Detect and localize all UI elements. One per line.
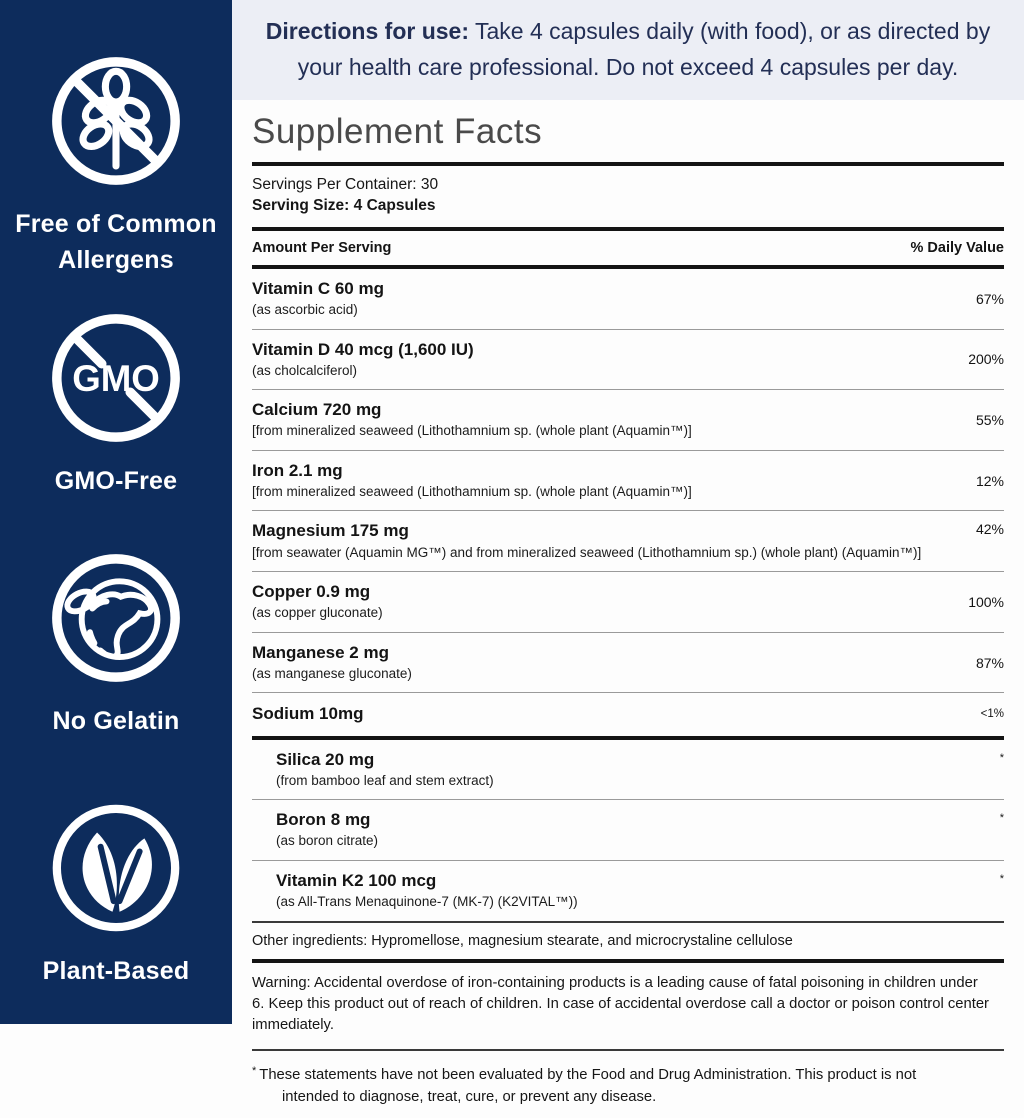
table-row — [252, 451, 1004, 511]
table-row — [252, 572, 1004, 632]
nutrient-name: Vitamin C 60 mg — [252, 278, 384, 298]
nutrient-name: Magnesium 175 mg — [252, 521, 409, 541]
table-header — [252, 231, 1004, 265]
globe-leaf-icon — [45, 547, 187, 689]
daily-value: * — [999, 751, 1004, 764]
badge-plant-based — [11, 797, 221, 989]
nutrient-name: Vitamin K2 100 mcg — [276, 870, 437, 890]
nutrient-source: [from mineralized seaweed (Lithothamnium sp. (whole plant (Aquamin™)] — [252, 483, 692, 499]
daily-value: * — [999, 872, 1004, 885]
daily-value: 55% — [975, 411, 1004, 428]
table-row — [252, 800, 1004, 860]
col-amount-per-serving: Amount Per Serving — [252, 239, 392, 256]
col-daily-value: % Daily Value — [910, 239, 1004, 256]
label-main — [232, 0, 1024, 1106]
nutrient-name: Sodium 10mg — [252, 704, 364, 724]
nutrient-name: Manganese 2 mg — [252, 642, 389, 662]
fda-disclaimer — [252, 1051, 952, 1118]
gmo-icon-text: GMO — [72, 357, 160, 399]
badge-label: Free of Common Allergens — [15, 210, 217, 275]
asterisk-mark: * — [252, 1064, 257, 1077]
nutrient-name: Boron 8 mg — [276, 810, 371, 830]
table-row — [252, 330, 1004, 390]
daily-value: <1% — [980, 708, 1004, 721]
nutrient-name: Vitamin D 40 mcg (1,600 IU) — [252, 339, 474, 359]
nutrient-name: Iron 2.1 mg — [252, 460, 343, 480]
daily-value: 12% — [975, 472, 1004, 489]
nutrient-source: (as boron citrate) — [276, 833, 379, 849]
other-ingredients: Other ingredients: Hypromellose, magnesium stearate, and microcrystaline cellulose — [252, 932, 793, 949]
table-row — [252, 390, 1004, 450]
certification-sidebar — [0, 0, 232, 1024]
daily-value: * — [999, 812, 1004, 825]
nutrient-name: Silica 20 mg — [276, 749, 375, 769]
no-gmo-icon — [45, 307, 187, 449]
nutrient-source: (as manganese gluconate) — [252, 665, 412, 681]
directions-for-use — [232, 0, 1024, 100]
supplement-facts-title: Supplement Facts — [252, 112, 543, 151]
warning-text: Warning: Accidental overdose of iron-containing products is a leading cause of fatal poisoning in children under 6. Keep this product out of reach of children. In case of accidental overdose call a doctor or poison control center immediately. — [252, 974, 989, 1034]
daily-value: 87% — [975, 654, 1004, 671]
badge-allergen-free — [11, 50, 221, 279]
badge-label: GMO-Free — [54, 466, 178, 495]
table-row — [252, 861, 1004, 921]
servings-info — [252, 166, 1004, 227]
no-wheat-icon — [45, 50, 187, 192]
table-row — [252, 269, 1004, 329]
daily-value: 67% — [975, 290, 1004, 307]
table-row — [252, 511, 1004, 571]
directions-label: Directions for use: — [265, 18, 470, 45]
nutrient-name: Copper 0.9 mg — [252, 582, 371, 602]
badge-gmo-free — [11, 307, 221, 499]
fda-disclaimer-text: These statements have not been evaluated by the Food and Drug Administration. This product is not intended to diagnose, treat, cure, or prevent any disease. — [259, 1066, 917, 1106]
nutrient-source: (from bamboo leaf and stem extract) — [276, 772, 494, 788]
nutrient-name: Calcium 720 mg — [252, 400, 382, 420]
nutrient-source: (as copper gluconate) — [252, 605, 383, 621]
nutrient-source: (as ascorbic acid) — [252, 301, 358, 317]
table-row — [252, 633, 1004, 693]
nutrient-source: (as cholcalciferol) — [252, 362, 358, 378]
badge-label: Plant-Based — [42, 957, 190, 985]
supplement-facts-panel — [232, 100, 1024, 1118]
directions-text: Take 4 capsules daily (with food), or as directed by your health care professional. Do not exceed 4 capsules per day. — [297, 18, 991, 80]
daily-value: 100% — [968, 593, 1004, 610]
table-row — [252, 693, 1004, 735]
nutrient-source: (as All-Trans Menaquinone-7 (MK-7) (K2VITAL™)) — [276, 893, 578, 909]
daily-value: 42% — [975, 521, 1004, 538]
nutrient-source: [from seawater (Aquamin MG™) and from mineralized seaweed (Lithothamnium sp.) (whole plant) (Aquamin™)] — [252, 544, 922, 560]
table-row — [252, 740, 1004, 800]
nutrient-source: [from mineralized seaweed (Lithothamnium sp. (whole plant (Aquamin™)] — [252, 423, 692, 439]
servings-per-container: Servings Per Container: 30 — [252, 176, 439, 193]
badge-no-gelatin — [11, 547, 221, 739]
serving-size: Serving Size: 4 Capsules — [252, 196, 436, 214]
plant-leaves-icon — [45, 797, 187, 939]
badge-label: No Gelatin — [52, 706, 180, 735]
daily-value: 200% — [968, 351, 1004, 368]
